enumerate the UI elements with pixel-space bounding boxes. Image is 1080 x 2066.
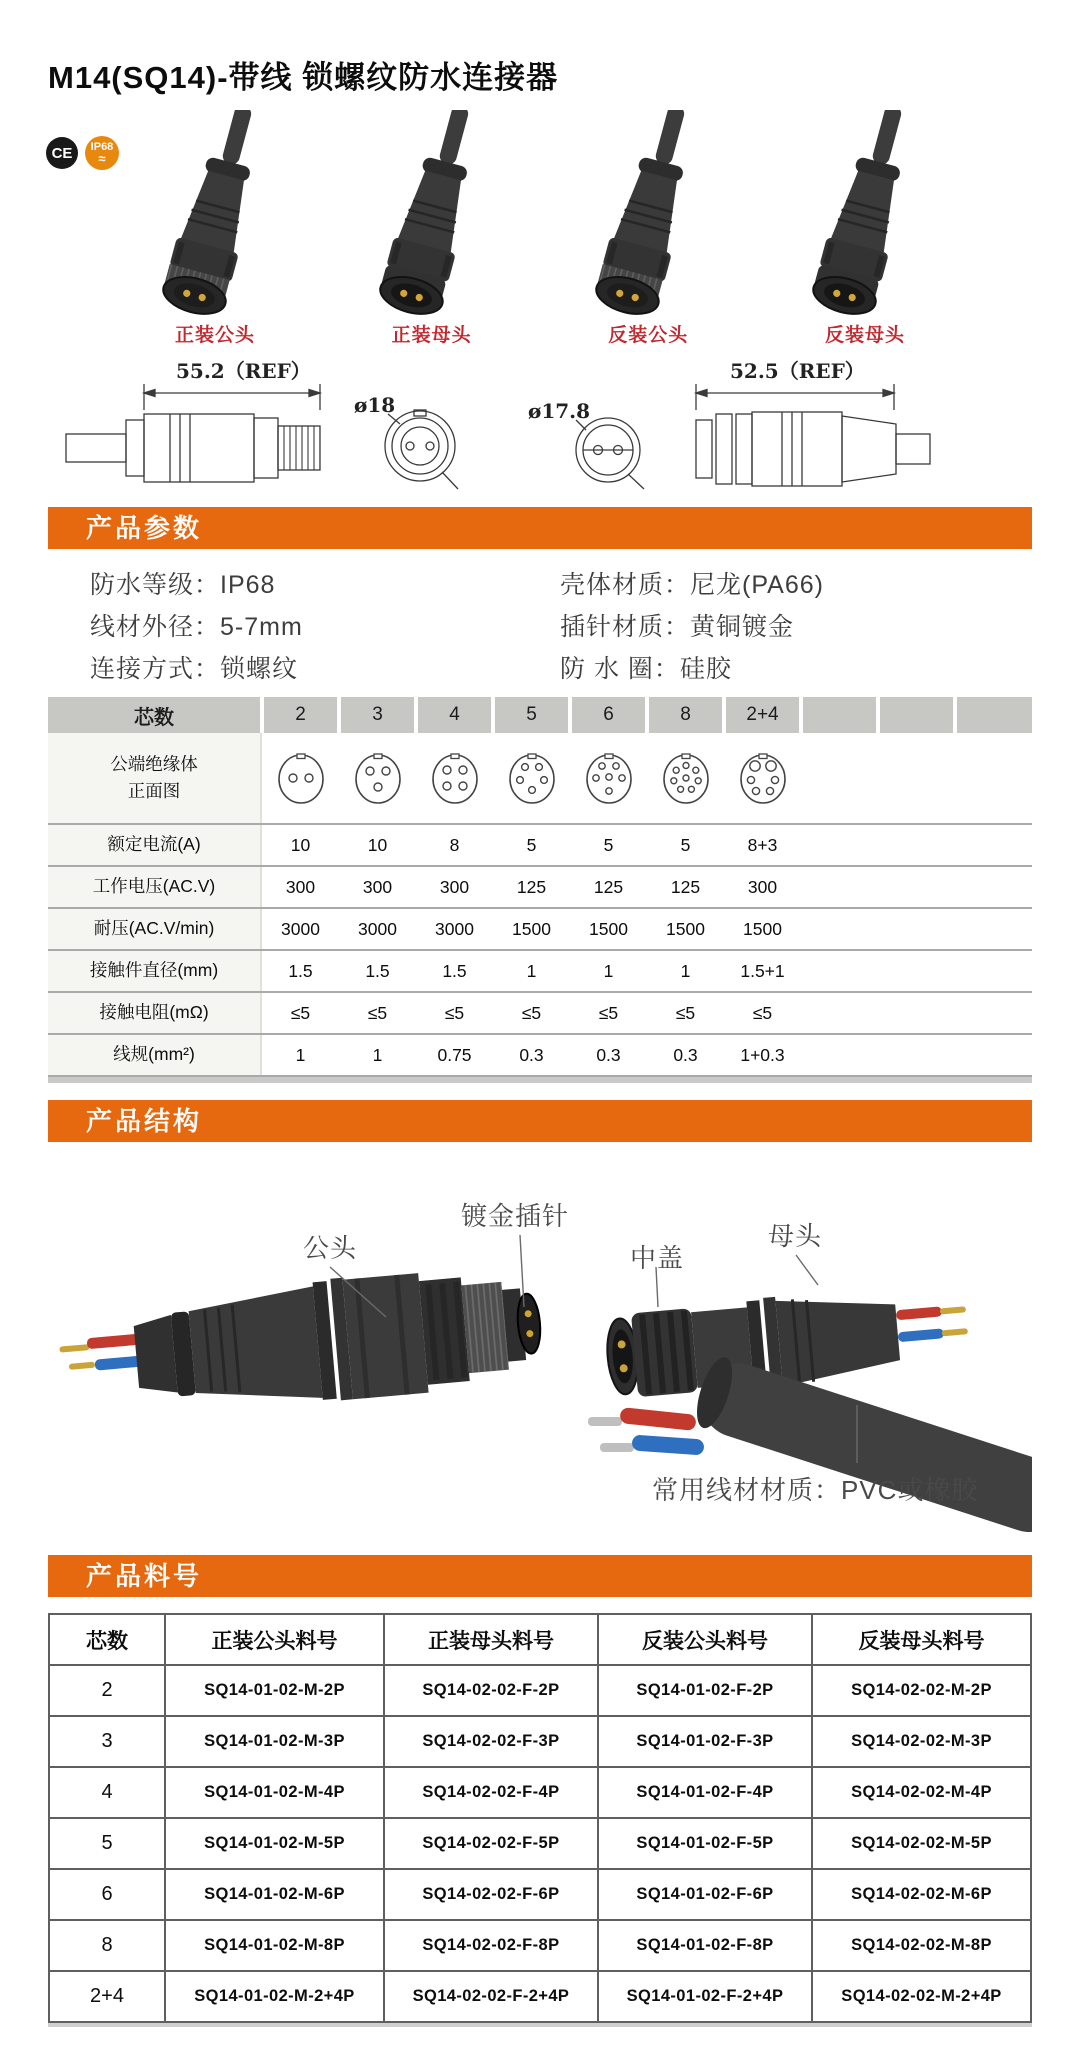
part-table-pn-cell: SQ14-02-02-M-8P bbox=[812, 1920, 1031, 1971]
part-table-header-cell: 反装母头料号 bbox=[812, 1614, 1031, 1665]
spec-diagram-cell-empty bbox=[801, 733, 878, 823]
product-label: 反装母头 bbox=[824, 325, 905, 346]
params-right bbox=[560, 564, 824, 690]
part-table-pn-cell: SQ14-02-02-M-2P bbox=[812, 1665, 1031, 1716]
spec-row-label: 工作电压(AC.V) bbox=[48, 867, 262, 907]
spec-value-cell: 0.3 bbox=[596, 1044, 621, 1065]
spec-col-header: 8 bbox=[649, 697, 722, 733]
spec-value-cell: ≤5 bbox=[290, 1002, 311, 1023]
product-row bbox=[126, 110, 954, 347]
spec-col-header: 2+4 bbox=[726, 697, 799, 733]
side-view-right bbox=[696, 384, 930, 486]
spec-value-cell-empty bbox=[955, 1035, 1032, 1075]
spec-diagram-cell bbox=[570, 733, 647, 823]
spec-value-cell: ≤5 bbox=[444, 1002, 465, 1023]
part-table-pn-cell: SQ14-01-02-F-2+4P bbox=[598, 1971, 812, 2022]
spec-value-cell-empty bbox=[878, 909, 955, 949]
dim-dia-reverse: ø17.8 bbox=[528, 399, 591, 423]
spec-data-row bbox=[48, 1035, 1032, 1077]
spec-diagram-cell bbox=[339, 733, 416, 823]
spec-value-cell: 5 bbox=[680, 834, 691, 855]
part-table-core-cell: 8 bbox=[49, 1920, 165, 1971]
section-banner-params: 产品参数 bbox=[48, 507, 1032, 549]
structure-label-mid-cap: 中盖 bbox=[630, 1243, 685, 1273]
product-2 bbox=[343, 110, 521, 347]
pin-face-diagram-6 bbox=[584, 749, 634, 807]
product-label: 正装母头 bbox=[391, 325, 472, 346]
part-table-core-cell: 2+4 bbox=[49, 1971, 165, 2022]
spec-value-cell: ≤5 bbox=[367, 1002, 388, 1023]
spec-value-cell: 1.5 bbox=[365, 960, 390, 981]
param-line: 防 水 圈：硅胶 bbox=[560, 655, 732, 683]
spec-value-cell: 3000 bbox=[358, 918, 397, 939]
part-table-row bbox=[49, 1818, 1031, 1869]
part-table-pn-cell: SQ14-02-02-F-4P bbox=[384, 1767, 598, 1818]
spec-value-cell: 125 bbox=[593, 876, 624, 897]
part-table-pn-cell: SQ14-01-02-M-3P bbox=[165, 1716, 384, 1767]
part-table-core-cell: 3 bbox=[49, 1716, 165, 1767]
part-number-table bbox=[48, 1613, 1032, 2023]
ip68-badge-label: IP68 bbox=[90, 140, 114, 153]
spec-col-header bbox=[957, 697, 1032, 733]
spec-value-cell: 300 bbox=[362, 876, 393, 897]
spec-value-cell: ≤5 bbox=[521, 1002, 542, 1023]
part-table-pn-cell: SQ14-01-02-M-2+4P bbox=[165, 1971, 384, 2022]
spec-row-label: 线规(mm²) bbox=[48, 1035, 262, 1075]
spec-value-cell-empty bbox=[801, 909, 878, 949]
part-table-head bbox=[49, 1614, 1031, 1665]
dimension-drawings bbox=[48, 350, 1032, 490]
spec-data-row bbox=[48, 909, 1032, 951]
pin-face-diagram-2 bbox=[276, 749, 326, 807]
pin-face-diagram-3 bbox=[353, 749, 403, 807]
part-table-header-cell: 正装母头料号 bbox=[384, 1614, 598, 1665]
product-4 bbox=[776, 110, 954, 347]
spec-diagram-cell-empty bbox=[878, 733, 955, 823]
male-connector-drawing bbox=[55, 1261, 545, 1424]
spec-data-row bbox=[48, 951, 1032, 993]
ip68-waves-icon: ≈ bbox=[98, 150, 106, 166]
part-table-pn-cell: SQ14-01-02-F-4P bbox=[598, 1767, 812, 1818]
certification-badges bbox=[46, 136, 119, 170]
spec-value-cell: 8+3 bbox=[747, 834, 778, 855]
spec-table-bottom-bar bbox=[48, 1077, 1032, 1083]
pin-face-diagram-8 bbox=[661, 749, 711, 807]
spec-value-cell-empty bbox=[878, 993, 955, 1033]
spec-table bbox=[48, 697, 1032, 1083]
spec-value-cell-empty bbox=[955, 993, 1032, 1033]
section-banner-structure: 产品结构 bbox=[48, 1100, 1032, 1142]
spec-value-cell: 1500 bbox=[743, 918, 782, 939]
spec-value-cell-empty bbox=[878, 1035, 955, 1075]
spec-diagram-cell bbox=[724, 733, 801, 823]
spec-value-cell-empty bbox=[955, 825, 1032, 865]
spec-value-cell-empty bbox=[955, 951, 1032, 991]
connector-photo bbox=[126, 110, 304, 320]
spec-diagram-row bbox=[48, 733, 1032, 825]
spec-value-cell: 10 bbox=[290, 834, 311, 855]
part-table-pn-cell: SQ14-01-02-F-3P bbox=[598, 1716, 812, 1767]
spec-value-cell: 1500 bbox=[512, 918, 551, 939]
spec-diagram-cell bbox=[493, 733, 570, 823]
spec-row-label: 接触件直径(mm) bbox=[48, 951, 262, 991]
pin-face-diagram-4 bbox=[430, 749, 480, 807]
spec-row-label: 接触电阻(mΩ) bbox=[48, 993, 262, 1033]
spec-value-cell: 10 bbox=[367, 834, 388, 855]
part-table-pn-cell: SQ14-01-02-M-8P bbox=[165, 1920, 384, 1971]
part-table-pn-cell: SQ14-01-02-F-6P bbox=[598, 1869, 812, 1920]
product-label: 正装公头 bbox=[174, 325, 255, 346]
pin-face-diagram-5 bbox=[507, 749, 557, 807]
part-table-pn-cell: SQ14-01-02-M-2P bbox=[165, 1665, 384, 1716]
section-banner-part-numbers: 产品料号 bbox=[48, 1555, 1032, 1597]
part-table-pn-cell: SQ14-01-02-F-8P bbox=[598, 1920, 812, 1971]
structure-label-gold-pin: 镀金插针 bbox=[461, 1201, 570, 1231]
spec-value-cell-empty bbox=[801, 825, 878, 865]
part-table-core-cell: 6 bbox=[49, 1869, 165, 1920]
part-table-header-cell: 正装公头料号 bbox=[165, 1614, 384, 1665]
ip68-badge bbox=[85, 136, 119, 170]
product-3 bbox=[559, 110, 737, 347]
spec-value-cell: ≤5 bbox=[598, 1002, 619, 1023]
spec-diagram-cell bbox=[262, 733, 339, 823]
spec-col-header: 4 bbox=[418, 697, 491, 733]
side-view-left bbox=[66, 384, 320, 482]
spec-value-cell-empty bbox=[878, 951, 955, 991]
spec-value-cell-empty bbox=[801, 1035, 878, 1075]
connector-photo bbox=[776, 110, 954, 320]
spec-col-header: 3 bbox=[341, 697, 414, 733]
spec-value-cell: 1.5 bbox=[288, 960, 313, 981]
spec-value-cell: 125 bbox=[670, 876, 701, 897]
part-table-row bbox=[49, 1767, 1031, 1818]
part-table-row bbox=[49, 1920, 1031, 1971]
spec-col-header bbox=[880, 697, 953, 733]
spec-value-cell: 5 bbox=[526, 834, 537, 855]
spec-value-cell-empty bbox=[801, 951, 878, 991]
param-line: 连接方式：锁螺纹 bbox=[90, 655, 299, 683]
param-line: 壳体材质：尼龙(PA66) bbox=[560, 571, 824, 599]
part-table-row bbox=[49, 1971, 1031, 2022]
spec-row-label: 耐压(AC.V/min) bbox=[48, 909, 262, 949]
page-title: M14(SQ14)-带线 锁螺纹防水连接器 bbox=[48, 60, 559, 95]
spec-value-cell: 0.3 bbox=[519, 1044, 544, 1065]
spec-data-row bbox=[48, 993, 1032, 1035]
spec-value-cell-empty bbox=[801, 867, 878, 907]
spec-col-header: 6 bbox=[572, 697, 645, 733]
part-table-header-cell: 芯数 bbox=[49, 1614, 165, 1665]
spec-value-cell: 125 bbox=[516, 876, 547, 897]
spec-value-cell: ≤5 bbox=[675, 1002, 696, 1023]
spec-value-cell: 3000 bbox=[281, 918, 320, 939]
part-table-pn-cell: SQ14-02-02-F-2P bbox=[384, 1665, 598, 1716]
spec-body bbox=[48, 733, 1032, 1077]
spec-col-header bbox=[803, 697, 876, 733]
spec-value-cell: 1 bbox=[603, 960, 614, 981]
face-view-178 bbox=[576, 418, 644, 489]
face-view-18 bbox=[385, 410, 458, 489]
part-table-row bbox=[49, 1869, 1031, 1920]
part-table-pn-cell: SQ14-02-02-M-2+4P bbox=[812, 1971, 1031, 2022]
part-table-pn-cell: SQ14-01-02-F-5P bbox=[598, 1818, 812, 1869]
dim-length-left: 55.2（REF） bbox=[176, 359, 311, 383]
spec-value-cell: 300 bbox=[439, 876, 470, 897]
spec-value-cell-empty bbox=[955, 867, 1032, 907]
part-table-core-cell: 4 bbox=[49, 1767, 165, 1818]
structure-label-male: 公头 bbox=[303, 1233, 358, 1263]
spec-value-cell: 0.3 bbox=[673, 1044, 698, 1065]
param-line: 线材外径：5-7mm bbox=[90, 613, 303, 641]
spec-value-cell: 1.5 bbox=[442, 960, 467, 981]
param-line: 插针材质：黄铜镀金 bbox=[560, 613, 795, 641]
spec-value-cell: 1500 bbox=[589, 918, 628, 939]
cable-material-note: 常用线材材质：PVC或橡胶 bbox=[652, 1475, 979, 1505]
spec-diagram-cell bbox=[647, 733, 724, 823]
part-table-pn-cell: SQ14-02-02-F-5P bbox=[384, 1818, 598, 1869]
ce-badge-label: CE bbox=[51, 144, 73, 162]
spec-value-cell: 1 bbox=[372, 1044, 383, 1065]
part-table-row bbox=[49, 1665, 1031, 1716]
spec-value-cell: 1 bbox=[680, 960, 691, 981]
spec-value-cell: 0.75 bbox=[437, 1044, 472, 1065]
part-table-pn-cell: SQ14-02-02-F-8P bbox=[384, 1920, 598, 1971]
spec-row-label bbox=[48, 733, 262, 823]
spec-row-label: 额定电流(A) bbox=[48, 825, 262, 865]
spec-diagram-cell-empty bbox=[955, 733, 1032, 823]
part-table-pn-cell: SQ14-02-02-M-5P bbox=[812, 1818, 1031, 1869]
part-table-row bbox=[49, 1716, 1031, 1767]
ce-badge bbox=[46, 137, 78, 169]
spec-value-cell: 8 bbox=[449, 834, 460, 855]
spec-col-header: 5 bbox=[495, 697, 568, 733]
connector-photo bbox=[343, 110, 521, 320]
part-table-pn-cell: SQ14-01-02-F-2P bbox=[598, 1665, 812, 1716]
spec-value-cell: 5 bbox=[603, 834, 614, 855]
part-table-core-cell: 2 bbox=[49, 1665, 165, 1716]
part-table-pn-cell: SQ14-02-02-F-2+4P bbox=[384, 1971, 598, 2022]
spec-value-cell-empty bbox=[878, 825, 955, 865]
spec-row-label-line: 公端绝缘体 bbox=[110, 753, 198, 774]
spec-value-cell: 1 bbox=[526, 960, 537, 981]
params-left bbox=[90, 564, 303, 690]
spec-data-row bbox=[48, 867, 1032, 909]
spec-value-cell-empty bbox=[878, 867, 955, 907]
spec-value-cell-empty bbox=[801, 993, 878, 1033]
part-table-pn-cell: SQ14-02-02-M-4P bbox=[812, 1767, 1031, 1818]
spec-diagram-cell bbox=[416, 733, 493, 823]
structure-label-female: 母头 bbox=[768, 1221, 823, 1251]
part-table-pn-cell: SQ14-02-02-M-3P bbox=[812, 1716, 1031, 1767]
spec-value-cell: ≤5 bbox=[752, 1002, 773, 1023]
spec-data-row bbox=[48, 825, 1032, 867]
part-table-pn-cell: SQ14-02-02-F-3P bbox=[384, 1716, 598, 1767]
spec-value-cell: 300 bbox=[747, 876, 778, 897]
part-table-pn-cell: SQ14-01-02-M-4P bbox=[165, 1767, 384, 1818]
spec-header-row bbox=[48, 697, 1032, 733]
dim-length-right: 52.5（REF） bbox=[730, 359, 865, 383]
pin-face-diagram-2+4 bbox=[738, 749, 788, 807]
connector-photo bbox=[559, 110, 737, 320]
spec-value-cell: 1.5+1 bbox=[740, 960, 785, 981]
spec-value-cell-empty bbox=[955, 909, 1032, 949]
dim-dia-front: ø18 bbox=[354, 393, 396, 417]
spec-col-header: 2 bbox=[264, 697, 337, 733]
spec-value-cell: 1 bbox=[295, 1044, 306, 1065]
param-line: 防水等级：IP68 bbox=[90, 571, 276, 599]
part-table-header-cell: 反装公头料号 bbox=[598, 1614, 812, 1665]
spec-value-cell: 1+0.3 bbox=[740, 1044, 785, 1065]
part-table-pn-cell: SQ14-01-02-M-6P bbox=[165, 1869, 384, 1920]
spec-value-cell: 300 bbox=[285, 876, 316, 897]
part-table-pn-cell: SQ14-02-02-M-6P bbox=[812, 1869, 1031, 1920]
spec-value-cell: 1500 bbox=[666, 918, 705, 939]
part-table-body bbox=[49, 1665, 1031, 2022]
part-table-pn-cell: SQ14-01-02-M-5P bbox=[165, 1818, 384, 1869]
spec-row-label-line: 正面图 bbox=[127, 781, 181, 801]
spec-corner-header: 芯数 bbox=[48, 697, 260, 733]
product-1 bbox=[126, 110, 304, 347]
spec-value-cell: 3000 bbox=[435, 918, 474, 939]
part-table-core-cell: 5 bbox=[49, 1818, 165, 1869]
product-label: 反装公头 bbox=[608, 325, 689, 346]
part-table-pn-cell: SQ14-02-02-F-6P bbox=[384, 1869, 598, 1920]
